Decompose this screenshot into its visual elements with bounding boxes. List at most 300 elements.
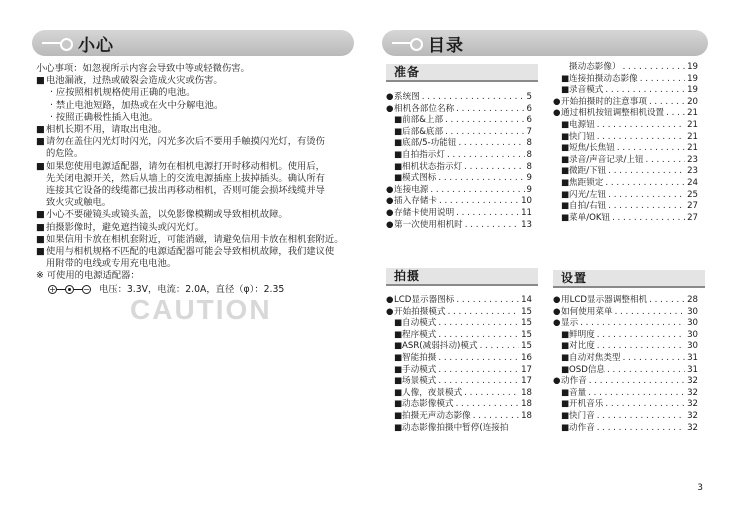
bullet-square-icon: ■ [561,410,570,421]
bullet-square-icon: ■ [561,387,570,398]
toc-leader-dots [464,162,524,174]
toc-entry-page: 6 [526,103,532,114]
toc-entry-page: 32 [687,376,698,387]
bullet-square-icon: ■ [394,318,403,329]
bullet-dot-icon: ● [386,295,394,305]
caution-line-text: 如果您使用电源适配器，请勿在相机电源打开时移动相机。使用后， [46,160,325,172]
toc-entry-title: 开始拍摄时的注意事项 [561,96,647,107]
bullet-dot-icon: ● [386,103,394,114]
toc-entry [553,85,698,97]
bullet-dot-icon: ● [553,108,561,119]
bullet-square-icon: ■ [36,160,45,172]
bullet-dot-icon: ● [553,295,561,305]
toc-leader-dots [438,376,519,388]
section-label-shoot: 拍摄 [386,268,538,286]
toc-entry-title: 存储卡使用说明 [394,207,455,218]
toc-entry-title: 场景模式 [402,376,437,387]
toc-entry-title: 相机各部位名称 [394,103,455,114]
toc-entry-title: 自拍/右钮 [569,201,607,212]
toc-entry-page: 18 [521,399,532,410]
toc-entry-title: 动态影像拍摄中暂停(连接拍 [402,422,509,433]
caution-line-text: 小心事项：如忽视所示内容会导致中等或轻微伤害。 [36,63,250,74]
bullet-square-icon: ■ [394,364,403,375]
bullet-square-icon: ■ [36,233,45,245]
toc-entry-page: 32 [687,410,698,421]
toc-leader-dots [445,115,524,127]
toc-leader-dots [640,74,685,86]
caution-header [32,30,354,56]
toc-entry-page: 24 [687,177,698,188]
bullet-square-icon: ■ [394,173,403,184]
toc-entry-page: 19 [687,73,698,84]
toc-entry-page: 5 [526,92,532,102]
toc-leader-dots [464,388,519,400]
caution-line-text: 使用与相机规格不匹配的电源适配器可能会导致相机故障，我们建议使 [46,246,335,258]
toc-entry-title: 后部&底部 [402,126,444,137]
toc-entry-title: 连接电源 [394,184,429,195]
toc-entry-title: 动作音 [569,422,595,433]
toc-entry-page: 19 [687,85,698,96]
toc-entry [386,353,532,365]
toc-leader-dots [445,127,524,139]
toc-entry-page: 7 [526,126,532,137]
toc-leader-dots [605,178,685,190]
toc-entry-title: 连接拍摄动态影像 [569,73,638,84]
toc-entry-page: 21 [687,108,698,119]
toc-entry [553,318,698,330]
toc-leader-dots [605,399,685,411]
caution-line [36,258,358,270]
toc-entry-title: 通过相机按钮调整相机设置 [561,108,665,119]
caution-line-text: 请勿在盖住闪光灯时闪光，闪光多次后不要用手触摸闪光灯，有烫伤 [46,136,325,148]
toc-entry [553,178,698,190]
toc-entry [553,166,698,178]
toc-entry-page: 28 [687,295,698,305]
bullet-square-icon: ■ [36,124,45,136]
bullet-dot-icon: ● [553,306,561,317]
toc-entry [386,341,532,353]
caution-line-text: 致火灾或触电。 [46,197,112,209]
bullet-dot-icon: ● [386,184,394,195]
toc-entry-page: 15 [521,306,532,317]
toc-leader-dots [597,132,685,144]
toc-leader-dots [438,365,519,377]
toc-leader-dots [608,201,685,213]
toc-entry [553,365,698,377]
page-number: 3 [697,483,703,493]
bullet-square-icon: ■ [561,177,570,188]
contents-title: 目录 [428,35,464,56]
bullet-square-icon: ■ [36,75,45,87]
toc-leader-dots [597,423,685,435]
toc-entry-title: 动态影像模式 [402,399,454,410]
toc-entry [386,127,532,139]
toc-entry [386,220,532,232]
toc-entry-title: OSD信息 [569,364,606,375]
toc-entry [553,330,698,342]
toc-entry-title: 程序模式 [402,329,437,340]
toc-entry-title: 动作音 [561,376,587,387]
toc-entry-title: 电源钮 [569,119,595,130]
bullet-square-icon: ■ [561,212,570,223]
toc-entry-title: 自动模式 [402,318,437,329]
bullet-square-icon: ■ [394,138,403,149]
toc-entry-title: 闪光/左钮 [569,189,607,200]
bullet-square-icon: ■ [394,399,403,410]
toc-entry [553,74,698,86]
toc-entry-title: 摄动态影像） [569,62,621,72]
toc-entry-page: 30 [687,329,698,340]
toc-entry-page: 17 [521,376,532,387]
caution-line-text: 先关闭电源开关，然后从墙上的交流电源插座上拔掉插头。确认所有 [46,172,325,184]
toc-entry-title: 智能拍摄 [402,352,437,363]
toc-entry [553,132,698,144]
caution-stamp: CAUTION [130,294,272,325]
toc-entry-page: 18 [521,410,532,421]
toc-entry [553,213,698,225]
bullet-square-icon: ■ [394,387,403,398]
toc-leader-dots [580,318,685,330]
header-ornament-icon [392,37,422,49]
bullet-dot-icon: ● [386,306,394,317]
toc-leader-dots [438,330,519,342]
toc-entry-title: 快门钮 [569,131,595,142]
bullet-square-icon: ■ [394,376,403,387]
toc-entry-page: 18 [521,387,532,398]
toc-entry [553,143,698,155]
toc-entry-page: 9 [526,173,532,184]
toc-entry-title: LCD显示器图标 [394,295,455,305]
bullet-dot-icon: ● [386,92,394,102]
caution-line-text: · 按照正确极性插入电池。 [50,111,159,123]
bullet-square-icon: ■ [561,329,570,340]
toc-leader-dots [447,150,525,162]
toc-entry-title: 系统图 [394,92,420,102]
toc-entry [553,411,698,423]
toc-shoot-continued-list [553,62,698,224]
toc-entry [386,138,532,150]
toc-entry-title: 前部&上部 [402,115,444,126]
caution-line-text: 小心不要碰镜头或镜头盖，以免影像模糊或导致相机故障。 [46,209,288,221]
caution-line-text: ※ 可使用的电源适配器： [36,270,140,282]
toc-entry [386,295,532,307]
toc-entry [553,399,698,411]
caution-title: 小心 [78,35,114,56]
toc-entry [386,150,532,162]
toc-entry-page: 15 [521,318,532,329]
toc-entry-title: 如何使用菜单 [561,306,613,317]
bullet-square-icon: ■ [394,352,403,363]
toc-entry-title: 对比度 [569,341,595,352]
caution-line [36,246,358,258]
bullet-square-icon: ■ [394,115,403,126]
caution-line [36,197,358,209]
caution-line [36,112,358,124]
toc-leader-dots [608,166,685,178]
toc-leader-dots [607,365,685,377]
caution-line [36,136,358,148]
section-label-prep: 准备 [386,64,538,82]
caution-line [36,75,358,87]
toc-leader-dots [666,108,685,120]
toc-entry-page: 13 [521,219,532,230]
caution-line-text: 电池漏液，过热或破裂会造成火灾或伤害。 [46,75,223,87]
caution-line-text: 的危险。 [46,148,84,160]
toc-prep-list [386,92,532,231]
toc-leader-dots [456,104,524,116]
bullet-square-icon: ■ [561,341,570,352]
caution-line-text: 相机长期不用，请取出电池。 [46,124,167,136]
toc-entry [386,365,532,377]
toc-entry-page: 32 [687,399,698,410]
toc-shoot-list [386,295,532,434]
toc-entry [553,307,698,319]
toc-entry [386,307,532,319]
toc-entry [386,388,532,400]
toc-leader-dots [458,138,524,150]
toc-entry-page: 15 [521,341,532,352]
caution-line [36,234,358,246]
toc-entry-page: 30 [687,341,698,352]
toc-entry [386,162,532,174]
toc-leader-dots [510,423,530,435]
toc-entry-page: 32 [687,422,698,433]
bullet-square-icon: ■ [561,399,570,410]
toc-entry [553,97,698,109]
toc-entry-title: 音量 [569,387,587,398]
toc-entry [386,196,532,208]
toc-leader-dots [473,411,519,423]
toc-entry-title: 开始拍摄模式 [394,306,446,317]
toc-entry-page: 15 [521,329,532,340]
bullet-dot-icon: ● [386,219,394,230]
caution-line-text: · 禁止电池短路，加热或在火中分解电池。 [50,99,224,111]
toc-leader-dots [623,353,685,365]
toc-entry [553,341,698,353]
toc-leader-dots [646,155,686,167]
toc-entry [386,330,532,342]
toc-leader-dots [589,376,685,388]
toc-entry-title: 第一次使用相机时 [394,219,463,230]
caution-line [36,161,358,173]
toc-entry-title: 自动对焦类型 [569,352,621,363]
toc-leader-dots [438,173,524,185]
bullet-square-icon: ■ [36,221,45,233]
toc-entry-title: 插入存储卡 [394,196,437,207]
toc-entry-page: 8 [526,138,532,149]
toc-entry-title: 手动模式 [402,364,437,375]
toc-entry-page: 32 [687,387,698,398]
toc-leader-dots [480,341,519,353]
toc-leader-dots [605,85,685,97]
section-label-setup: 设置 [553,270,705,288]
polarity-icon: + − [49,285,90,295]
toc-leader-dots [623,62,685,74]
toc-entry [553,201,698,213]
toc-entry-page: 27 [687,201,698,212]
toc-entry-title: 录音/声音记录/上钮 [569,154,644,165]
toc-entry [386,185,532,197]
bullet-square-icon: ■ [561,166,570,177]
toc-leader-dots [588,388,685,400]
toc-leader-dots [465,220,519,232]
caution-line [36,173,358,185]
toc-entry-title: 短焦/长焦钮 [569,143,615,154]
bullet-square-icon: ■ [394,161,403,172]
toc-entry-page: 30 [687,306,698,317]
caution-line [36,185,358,197]
toc-entry-page: 17 [521,364,532,375]
toc-entry-page: 8 [526,161,532,172]
bullet-square-icon: ■ [561,422,570,433]
toc-entry-page: 31 [687,364,698,375]
toc-entry-title: 拍摄无声动态影像 [402,410,471,421]
toc-entry-page: 10 [521,196,532,207]
toc-entry-page: 19 [687,62,698,72]
bullet-square-icon: ■ [394,126,403,137]
toc-entry [553,388,698,400]
caution-text-block [36,63,358,297]
toc-leader-dots [649,295,685,307]
toc-entry [553,353,698,365]
bullet-square-icon: ■ [561,119,570,130]
toc-entry-title: 用LCD显示器调整相机 [561,295,648,305]
bullet-dot-icon: ● [386,196,394,207]
toc-entry-title: 模式图标 [402,173,437,184]
toc-entry [553,62,698,74]
toc-entry-title: 鲜明度 [569,329,595,340]
caution-line [36,209,358,221]
toc-entry [553,376,698,388]
caution-line [36,270,358,282]
toc-leader-dots [597,120,685,132]
toc-setup-list [553,295,698,434]
bullet-dot-icon: ● [553,96,561,107]
toc-entry [386,92,532,104]
bullet-square-icon: ■ [561,85,570,96]
toc-entry-page: 14 [521,295,532,305]
toc-entry [386,104,532,116]
caution-line [36,63,358,75]
toc-entry-title: 自拍指示灯 [402,149,445,160]
toc-leader-dots [438,318,519,330]
toc-entry-title: 焦距锁定 [569,177,604,188]
bullet-square-icon: ■ [561,201,570,212]
toc-entry-page: 21 [687,131,698,142]
toc-entry-title: 开机音乐 [569,399,604,410]
toc-leader-dots [615,307,685,319]
toc-entry-page: 23 [687,166,698,177]
toc-leader-dots [456,399,519,411]
toc-entry-title: 人像，夜景模式 [402,387,463,398]
toc-entry-page: 25 [687,189,698,200]
bullet-dot-icon: ● [386,207,394,218]
toc-entry [386,173,532,185]
toc-leader-dots [597,341,685,353]
caution-line [36,100,358,112]
toc-leader-dots [422,92,525,104]
toc-entry-page: 27 [687,212,698,223]
toc-entry-page: 6 [526,115,532,126]
bullet-square-icon: ■ [561,189,570,200]
toc-entry-title: 相机状态指示灯 [402,161,463,172]
caution-line-text: 如果信用卡放在相机套附近，可能消磁，请避免信用卡放在相机套附近。 [46,233,344,245]
toc-entry [386,376,532,388]
header-ornament-icon [42,37,72,49]
bullet-square-icon: ■ [561,364,570,375]
toc-leader-dots [456,208,519,220]
toc-entry-page: 30 [687,318,698,329]
bullet-square-icon: ■ [561,73,570,84]
toc-leader-dots [439,196,519,208]
toc-entry [553,108,698,120]
toc-leader-dots [456,295,519,307]
bullet-square-icon: ■ [561,352,570,363]
caution-line-text: 连接其它设备的线缆都已拔出再移动相机，否则可能会损坏线缆并导 [46,185,325,197]
toc-leader-dots [448,307,519,319]
toc-entry-title: 快门音 [569,410,595,421]
toc-entry-page: 21 [687,143,698,154]
toc-entry-title: ASR(减弱抖动)模式 [402,341,478,352]
adapter-spec-text: 电压：3.3V，电流：2.0A，直径（φ）：2.35 [99,283,285,295]
toc-leader-dots [597,411,685,423]
toc-entry-title: 底部/5-功能钮 [402,138,457,149]
caution-line [36,222,358,234]
toc-entry [553,155,698,167]
toc-leader-dots [612,213,685,225]
toc-leader-dots [617,143,685,155]
toc-entry-page: 8 [526,149,532,160]
toc-leader-dots [649,97,685,109]
toc-entry-page: 9 [526,184,532,195]
caution-line [36,124,358,136]
bullet-square-icon: ■ [394,329,403,340]
bullet-square-icon: ■ [394,410,403,421]
toc-entry-page: 11 [521,207,532,218]
toc-entry [386,318,532,330]
toc-entry [553,190,698,202]
bullet-square-icon: ■ [561,154,570,165]
toc-leader-dots [438,353,519,365]
bullet-square-icon: ■ [561,131,570,142]
toc-entry-title: 显示 [561,318,579,329]
toc-entry-page: 23 [687,154,698,165]
caution-line [36,87,358,99]
contents-header [382,30,708,56]
toc-entry-page: 16 [521,352,532,363]
bullet-square-icon: ■ [36,136,45,148]
caution-line-text: · 应按照相机规格使用正确的电池。 [50,87,196,99]
bullet-dot-icon: ● [553,318,561,329]
toc-entry [553,295,698,307]
caution-line [36,148,358,160]
caution-line-text: 用附带的电线或专用充电电池。 [46,258,177,270]
toc-entry-page: 31 [687,352,698,363]
toc-leader-dots [430,185,524,197]
toc-entry [386,399,532,411]
toc-leader-dots [597,330,685,342]
bullet-square-icon: ■ [394,341,403,352]
toc-entry [386,411,532,423]
toc-entry [553,423,698,435]
bullet-square-icon: ■ [561,143,570,154]
bullet-square-icon: ■ [36,246,45,258]
toc-entry-page: 20 [687,96,698,107]
toc-entry-title: 录音模式 [569,85,604,96]
toc-entry [386,208,532,220]
bullet-square-icon: ■ [394,149,403,160]
toc-entry-title: 菜单/OK钮 [569,212,611,223]
